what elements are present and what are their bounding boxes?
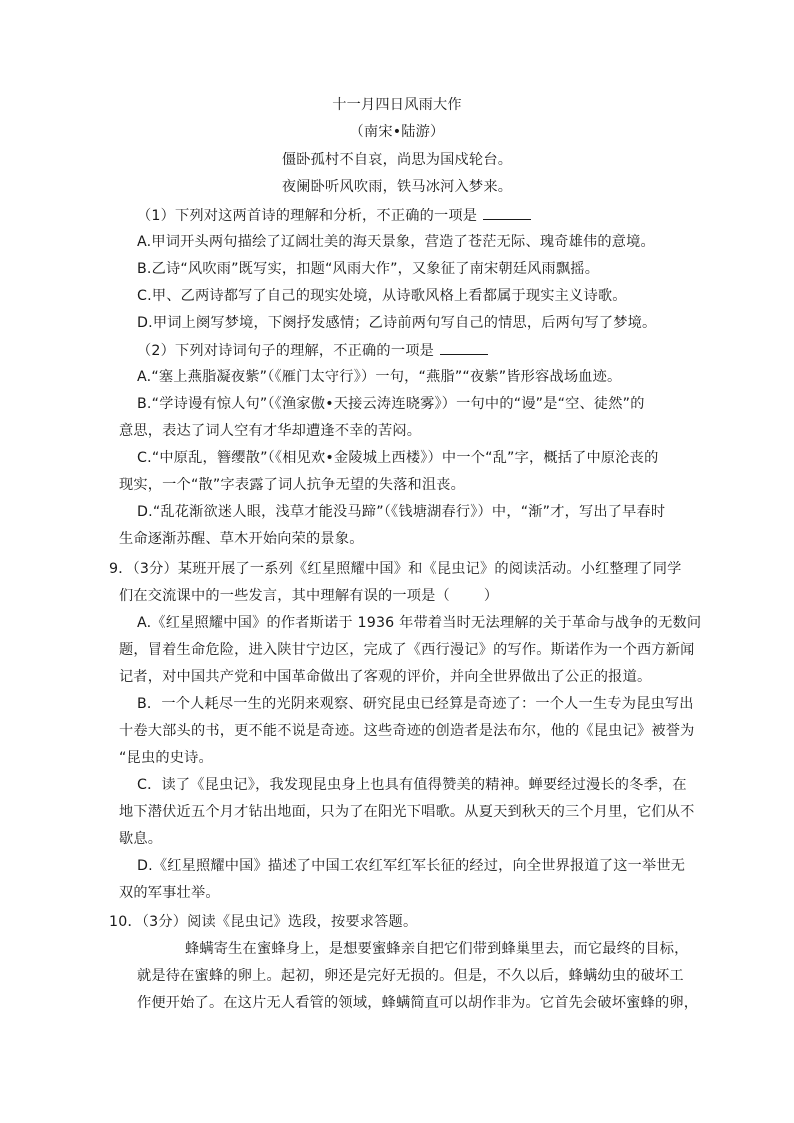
question-8-2-option-c-line-2: 现实，一个“散”字表露了词人抗争无望的失落和沮丧。	[119, 477, 466, 493]
question-9-stem-paren-close: ）	[483, 588, 499, 604]
poem-title: 十一月四日风雨大作	[332, 97, 462, 113]
question-8-2-option-b-line-2: 意思，表达了词人空有才华却遭逢不幸的苦闷。	[119, 423, 422, 439]
question-8-1-option-c: C.甲、乙两诗都写了自己的现实处境，从诗歌风格上看都属于现实主义诗歌。	[137, 288, 627, 304]
question-8-1-option-b: B.乙诗“风吹雨”既写实，扣题“风雨大作”，又象征了南宋朝廷风雨飘摇。	[137, 261, 600, 277]
poem-line-2: 夜阑卧听风吹雨，铁马冰河入梦来。	[281, 179, 513, 195]
question-8-2-option-d-line-1: D.“乱花渐欲迷人眼，浅草才能没马蹄”（《钱塘湖春行》）中，“渐”才，写出了早春时	[137, 504, 666, 520]
question-9-option-a-line-1: A.《红星照耀中国》的作者斯诺于 1936 年带着当时无法理解的关于革命与战争的无数问	[137, 615, 702, 631]
passage-line-3: 作便开始了。在这片无人看管的领域，蜂螨简直可以胡作非为。它首先会破坏蜜蜂的卵，	[137, 995, 699, 1011]
question-9-stem-text: 们在交流课中的一些发言，其中理解有误的一项是（	[119, 588, 450, 604]
question-9-stem-line-1: 9．（3分）某班开展了一系列《红星照耀中国》和《昆虫记》的阅读活动。小红整理了同学	[109, 561, 682, 577]
passage-line-1: 蜂螨寄生在蜜蜂身上，是想要蜜蜂亲自把它们带到蜂巢里去，而它最终的目标，	[185, 941, 689, 957]
question-9-option-b-line-3: “昆虫的史诗。	[119, 750, 213, 766]
question-8-1-option-d: D.甲词上阕写梦境，下阕抒发感情；乙诗前两句写自己的情思，后两句写了梦境。	[137, 315, 657, 331]
question-8-1-stem-text: （1）下列对这两首诗的理解和分析，不正确的一项是	[137, 208, 478, 224]
question-8-1-stem	[137, 205, 531, 226]
question-8-2-stem	[137, 340, 488, 361]
question-9-stem-line-2	[119, 586, 498, 606]
question-8-2-option-b-line-1: B.“学诗谩有惊人句”（《渔家傲•天接云涛连晓雾》）一句中的“谩”是“空、徒然”的	[137, 396, 645, 412]
passage-line-2: 就是待在蜜蜂的卵上。起初，卵还是完好无损的。但是，不久以后，蜂螨幼虫的破坏工	[137, 968, 684, 984]
question-9-option-b-line-1: B．一个人耗尽一生的光阴来观察、研究昆虫已经算是奇迹了：一个人一生专为昆虫写出	[137, 696, 694, 712]
question-9-option-b-line-2: 十卷大部头的书，更不能不说是奇迹。这些奇迹的创造者是法布尔，他的《昆虫记》被誉为	[119, 723, 695, 739]
poem-author: （南宋•陆游）	[349, 124, 445, 140]
question-9-option-d-line-1: D.《红星照耀中国》描述了中国工农红军红军长征的经过，向全世界报道了这一举世无	[137, 858, 686, 874]
question-10-stem: 10．（3分）阅读《昆虫记》选段，按要求答题。	[109, 914, 418, 930]
poem-line-1: 僵卧孤村不自哀，尚思为国戍轮台。	[281, 152, 513, 168]
question-8-2-stem-text: （2）下列对诗词句子的理解，不正确的一项是	[137, 343, 434, 359]
question-9-option-a-line-3: 记者，对中国共产党和中国革命做出了客观的评价，并向全世界做出了公正的报道。	[119, 669, 652, 685]
question-8-1-option-a: A.甲词开头两句描绘了辽阔壮美的海天景象，营造了苍茫无际、瑰奇雄伟的意境。	[137, 234, 655, 250]
question-8-2-option-a: A.“塞上燕脂凝夜紫”（《雁门太守行》）一句，“燕脂”“夜紫”皆形容战场血迹。	[137, 369, 622, 385]
question-9-option-c-line-1: C．读了《昆虫记》，我发现昆虫身上也具有值得赞美的精神。蝉要经过漫长的冬季，在	[137, 777, 687, 793]
question-9-option-c-line-3: 歇息。	[119, 831, 163, 847]
answer-blank	[483, 205, 531, 220]
question-8-2-option-c-line-1: C.“中原乱，簪缨散”（《相见欢•金陵城上西楼》）中一个“乱”字，概括了中原沦丧的	[137, 450, 659, 466]
question-9-option-c-line-2: 地下潜伏近五个月才钻出地面，只为了在阳光下唱歌。从夏天到秋天的三个月里，它们从不	[119, 804, 695, 820]
question-9-option-a-line-2: 题，冒着生命危险，进入陕甘宁边区，完成了《西行漫记》的写作。斯诺作为一个西方新闻	[119, 642, 695, 658]
question-9-option-d-line-2: 双的军事壮举。	[119, 885, 220, 901]
question-8-2-option-d-line-2: 生命逐渐苏醒、草木开始向荣的景象。	[119, 531, 364, 547]
answer-blank	[440, 340, 488, 355]
